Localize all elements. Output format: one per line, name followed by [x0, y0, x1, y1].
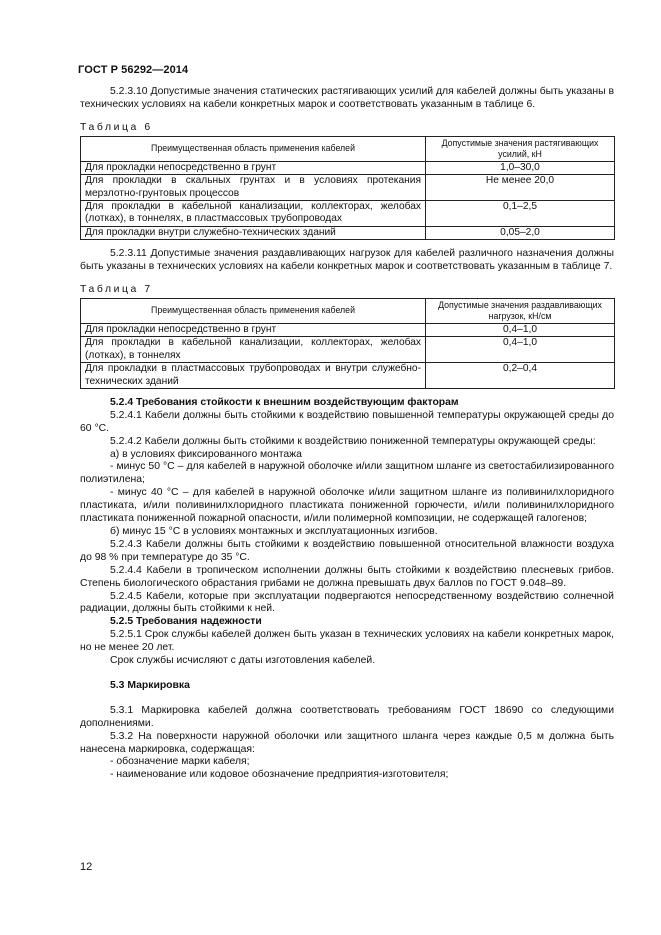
clause-5-2-4-2: 5.2.4.2 Кабели должны быть стойкими к воздействию пониженной температуры окружающей среды:	[110, 435, 596, 447]
table7-cell-value: 0,2–0,4	[426, 363, 615, 389]
table6-cell-value: 1,0–30,0	[426, 161, 615, 174]
table-row	[81, 175, 615, 201]
clause-5-2-3-11: 5.2.3.11 Допустимые значения раздавливающих нагрузок для кабелей различного назначения должны быть указаны в технических условиях на кабели конкретных марок и соответствовать указанным в таблице 7.	[80, 248, 614, 273]
section-5-2-4-heading: 5.2.4 Требования стойкости к внешним воздействующим факторам	[110, 396, 459, 408]
table-row	[81, 337, 615, 363]
document-body	[80, 86, 614, 782]
table6	[80, 136, 615, 240]
clause-item-a-2: - минус 40 °С – для кабелей в наружной оболочке и/или защитном шланге из поливинилхлоридного пластиката, и/или поливинилхлоридного пластиката пониженной горючести, и/или поливинилхлоридного пластиката пониженной пожарной опасности, и/или полимерной композиции, не содержащей галогенов;	[80, 487, 614, 525]
clause-5-3-2: 5.3.2 На поверхности наружной оболочки или защитного шланга через каждые 0,5 м должна быть нанесена маркировка, содержащая:	[80, 730, 614, 755]
clause-item-a-1: - минус 50 °С – для кабелей в наружной оболочке и/или защитном шланге из светостабилизированного полиэтилена;	[80, 461, 614, 486]
clause-item-b: б) минус 15 °С в условиях монтажных и эксплуатационных изгибов.	[110, 525, 438, 537]
marking-item-1: - обозначение марки кабеля;	[110, 756, 250, 768]
table6-cell-area: Для прокладки в скальных грунтах и в условиях протекания мерзлотно-грунтовых процессов	[81, 175, 426, 201]
clause-5-2-5-1: 5.2.5.1 Срок службы кабелей должен быть указан в технических условиях на кабели конкретных марок, но не менее 20 лет.	[80, 629, 614, 654]
table7-header-value: Допустимые значения раздавливающих нагрузок, кН/см	[426, 298, 615, 323]
table-row	[81, 363, 615, 389]
page-number: 12	[80, 861, 93, 873]
table6-cell-area: Для прокладки внутри служебно-технических зданий	[81, 226, 426, 239]
clause-5-2-4-4: 5.2.4.4 Кабели в тропическом исполнении должны быть стойкими к воздействию плесневых грибов. Степень биологического обрастания грибами не должна превышать двух баллов по ГОСТ 9.048–89.	[80, 564, 614, 589]
clause-5-3-1: 5.3.1 Маркировка кабелей должна соответствовать требованиям ГОСТ 18690 со следующими дополнениями.	[80, 704, 614, 729]
clause-5-2-3-10: 5.2.3.10 Допустимые значения статических растягивающих усилий для кабелей должны быть указаны в технических условиях на кабели конкретных марок и соответствовать указанным в таблице 6.	[80, 86, 614, 110]
section-5-3-heading: 5.3 Маркировка	[110, 679, 190, 691]
table-row	[81, 200, 615, 226]
table7-cell-area: Для прокладки непосредственно в грунт	[81, 323, 426, 336]
clause-5-2-4-3: 5.2.4.3 Кабели должны быть стойкими к воздействию повышенной относительной влажности воздуха до 98 % при температуре до 35 °С.	[80, 538, 614, 563]
table6-cell-value: 0,1–2,5	[426, 200, 615, 226]
marking-item-2: - наименование или кодовое обозначение предприятия-изготовителя;	[110, 769, 449, 781]
table6-cell-area: Для прокладки непосредственно в грунт	[81, 161, 426, 174]
table6-caption: Таблица 6	[80, 121, 153, 133]
table-row	[81, 323, 615, 336]
clause-item-a: а) в условиях фиксированного монтажа	[110, 448, 302, 460]
table6-cell-value: 0,05–2,0	[426, 226, 615, 239]
table7-cell-value: 0,4–1,0	[426, 337, 615, 363]
table7-cell-value: 0,4–1,0	[426, 323, 615, 336]
table6-header-area: Преимущественная область применения кабелей	[81, 136, 426, 161]
table7-cell-area: Для прокладки в кабельной канализации, коллекторах, желобах (лотках), в тоннелях	[81, 337, 426, 363]
standard-header: ГОСТ Р 56292—2014	[78, 64, 189, 76]
section-5-2-5-heading: 5.2.5 Требования надежности	[110, 616, 262, 628]
service-life-note: Срок службы исчисляют с даты изготовления кабелей.	[110, 655, 376, 667]
table-row	[81, 161, 615, 174]
table6-header-value: Допустимые значения растягивающих усилий, кН	[426, 136, 615, 161]
table6-cell-value: Не менее 20,0	[426, 175, 615, 201]
table7-header-area: Преимущественная область применения кабелей	[81, 298, 426, 323]
table-row	[81, 226, 615, 239]
clause-5-2-4-1: 5.2.4.1 Кабели должны быть стойкими к воздействию повышенной температуры окружающей среды до 60 °С.	[80, 409, 614, 434]
table6-header-row	[81, 136, 615, 161]
clause-5-2-4-5: 5.2.4.5 Кабели, которые при эксплуатации подвергаются непосредственному воздействию солнечной радиации, должны быть стойкими к ней.	[80, 590, 614, 615]
table7	[80, 298, 615, 389]
table7-caption: Таблица 7	[80, 283, 153, 295]
table7-header-row	[81, 298, 615, 323]
table6-cell-area: Для прокладки в кабельной канализации, коллекторах, желобах (лотках), в тоннелях, в пластмассовых трубопроводах	[81, 200, 426, 226]
table7-cell-area: Для прокладки в пластмассовых трубопроводах и внутри служебно-технических зданий	[81, 363, 426, 389]
